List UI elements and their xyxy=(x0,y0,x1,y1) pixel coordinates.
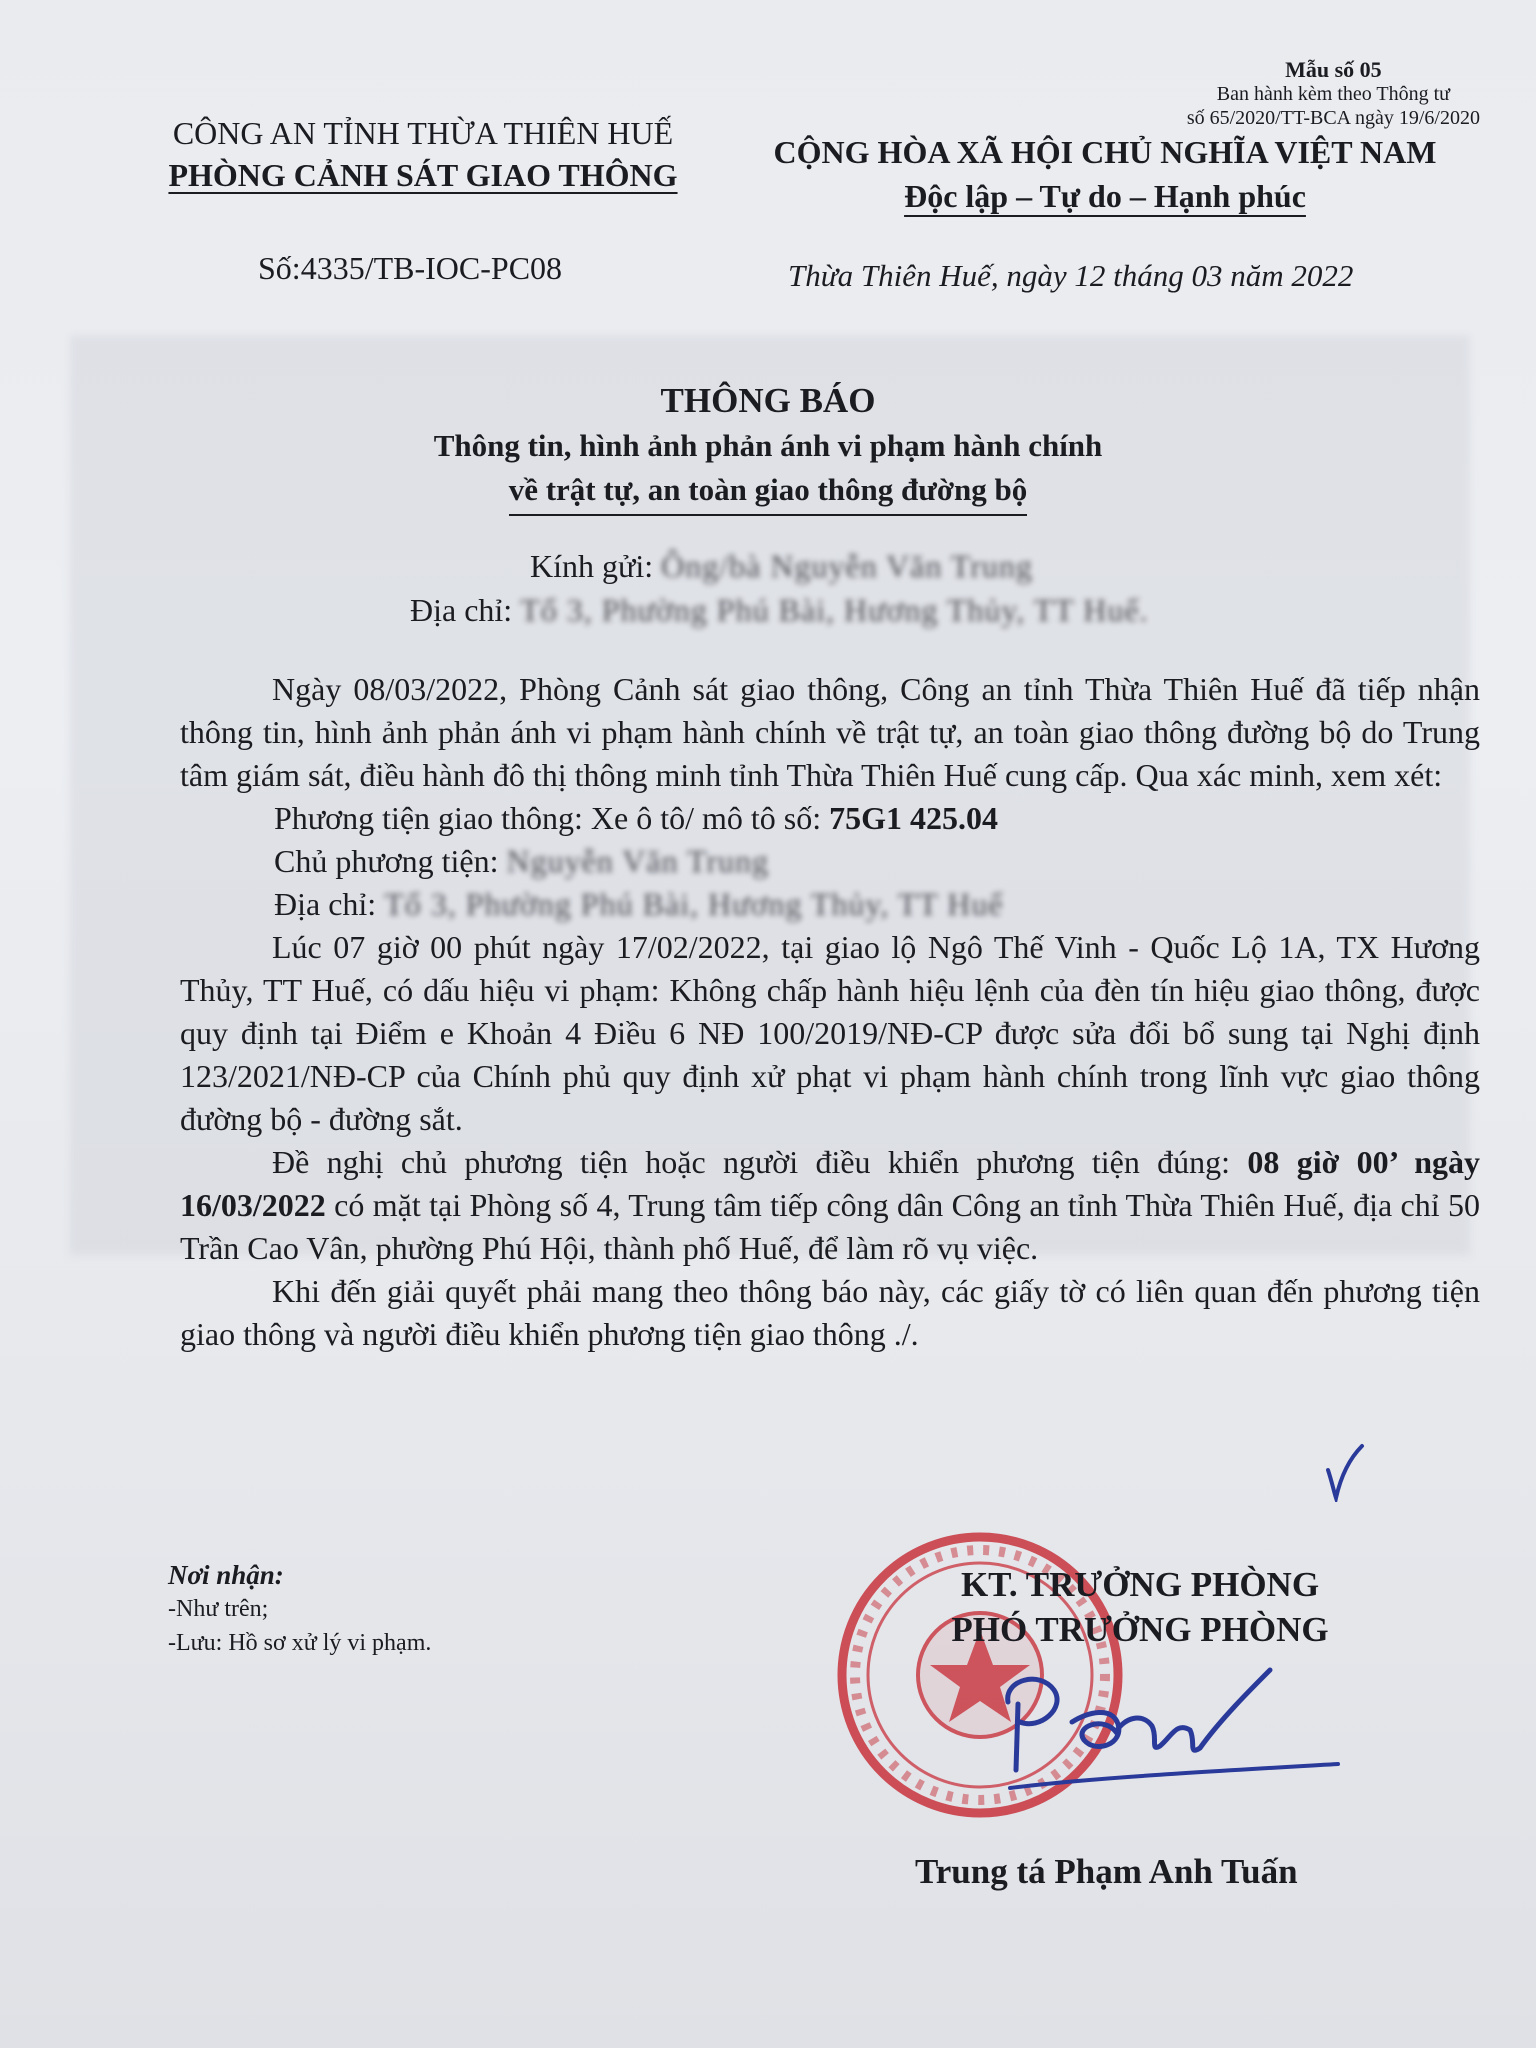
national-header xyxy=(720,130,1490,218)
address-label: Địa chỉ: xyxy=(410,592,513,628)
sign-line2: PHÓ TRƯỞNG PHÒNG xyxy=(951,1610,1329,1649)
owner-label: Chủ phương tiện: xyxy=(274,843,499,879)
agency-name: CÔNG AN TỈNH THỪA THIÊN HUẾ xyxy=(172,115,674,151)
form-info-line1: Ban hành kèm theo Thông tư xyxy=(1216,83,1451,105)
owner-line xyxy=(180,840,1480,883)
form-info xyxy=(1187,58,1480,130)
vehicle-plate: 75G1 425.04 xyxy=(829,800,999,836)
recipient-block xyxy=(410,544,1149,632)
title-sub2: về trật tự, an toàn giao thông đường bộ xyxy=(509,468,1028,516)
owner-address-label: Địa chỉ: xyxy=(274,886,377,922)
summons-post: có mặt tại Phòng số 4, Trung tâm tiếp công dân Công an tỉnh Thừa Thiên Huế, địa chỉ 50 Trần Cao Vân, phường Phú Hội, thành phố Huế, để làm rõ vụ việc. xyxy=(180,1187,1481,1266)
handwritten-check-icon xyxy=(1322,1440,1370,1502)
recipients-label: Nơi nhận: xyxy=(168,1560,284,1590)
paragraph-violation: Lúc 07 giờ 00 phút ngày 17/02/2022, tại giao lộ Ngô Thế Vinh - Quốc Lộ 1A, TX Hương Thủy, TT Huế, có dấu hiệu vi phạm: Không chấp hành hiệu lệnh của đèn tín hiệu giao thông, được quy định tại Điểm e Khoản 4 Điều 6 NĐ 100/2019/NĐ-CP được sửa đổi bổ sung tại Nghị định 123/2021/NĐ-CP của Chính phủ quy định xử phạt vi phạm hành chính trong lĩnh vực giao thông đường bộ - đường sắt. xyxy=(180,929,1480,1137)
owner-address-line xyxy=(180,883,1480,926)
paragraph-intro: Ngày 08/03/2022, Phòng Cảnh sát giao thông, Công an tỉnh Thừa Thiên Huế đã tiếp nhận thông tin, hình ảnh phản ánh vi phạm hành chính về trật tự, an toàn giao thông đường bộ do Trung tâm giám sát, điều hành đô thị thông minh tỉnh Thừa Thiên Huế cung cấp. Qua xác minh, xem xét: xyxy=(180,671,1480,793)
signature-title xyxy=(880,1562,1400,1652)
document-number: Số:4335/TB-IOC-PC08 xyxy=(258,250,563,286)
title-sub1: Thông tin, hình ảnh phản ánh vi phạm hành chính xyxy=(433,428,1103,463)
issuing-agency xyxy=(138,112,708,196)
summons-time: 08 giờ 00’ ngày 16/03/2022 xyxy=(180,1144,1481,1223)
summons-pre: Đề nghị chủ phương tiện hoặc người điều khiển phương tiện đúng: xyxy=(272,1144,1231,1180)
recipients-list xyxy=(168,1558,431,1660)
paragraph-summons xyxy=(180,1141,1480,1270)
unit-name: PHÒNG CẢNH SÁT GIAO THÔNG xyxy=(168,157,678,193)
to-label: Kính gửi: xyxy=(530,548,654,584)
address-value-redacted: Tổ 3, Phường Phú Bài, Hương Thủy, TT Huế. xyxy=(520,592,1149,628)
vehicle-label: Phương tiện giao thông: Xe ô tô/ mô tô số: xyxy=(274,800,822,836)
document-date: Thừa Thiên Huế, ngày 12 tháng 03 năm 2022 xyxy=(788,258,1354,293)
to-value-redacted: Ông/bà Nguyễn Văn Trung xyxy=(661,548,1033,584)
owner-address-redacted: Tổ 3, Phường Phú Bài, Hương Thủy, TT Huế xyxy=(384,886,1004,922)
vehicle-line xyxy=(180,797,1480,840)
sign-line1: KT. TRƯỞNG PHÒNG xyxy=(960,1565,1320,1604)
signer-name: Trung tá Phạm Anh Tuấn xyxy=(915,1852,1298,1891)
form-number: Mẫu số 05 xyxy=(1285,57,1382,82)
handwritten-signature-icon xyxy=(1000,1660,1340,1810)
notice-body xyxy=(180,668,1480,1356)
recipient-item: -Như trên; xyxy=(168,1596,269,1622)
paragraph-requirements: Khi đến giải quyết phải mang theo thông báo này, các giấy tờ có liên quan đến phương tiện giao thông và người điều khiển phương tiện giao thông ./. xyxy=(180,1273,1480,1352)
document-title xyxy=(300,378,1236,516)
owner-value-redacted: Nguyễn Văn Trung xyxy=(506,843,770,879)
national-motto: Độc lập – Tự do – Hạnh phúc xyxy=(904,178,1306,214)
nation-name: CỘNG HÒA XÃ HỘI CHỦ NGHĨA VIỆT NAM xyxy=(773,134,1437,170)
title-main: THÔNG BÁO xyxy=(660,381,876,420)
recipient-item: -Lưu: Hồ sơ xử lý vi phạm. xyxy=(168,1630,432,1656)
form-info-line2: số 65/2020/TT-BCA ngày 19/6/2020 xyxy=(1186,107,1480,129)
